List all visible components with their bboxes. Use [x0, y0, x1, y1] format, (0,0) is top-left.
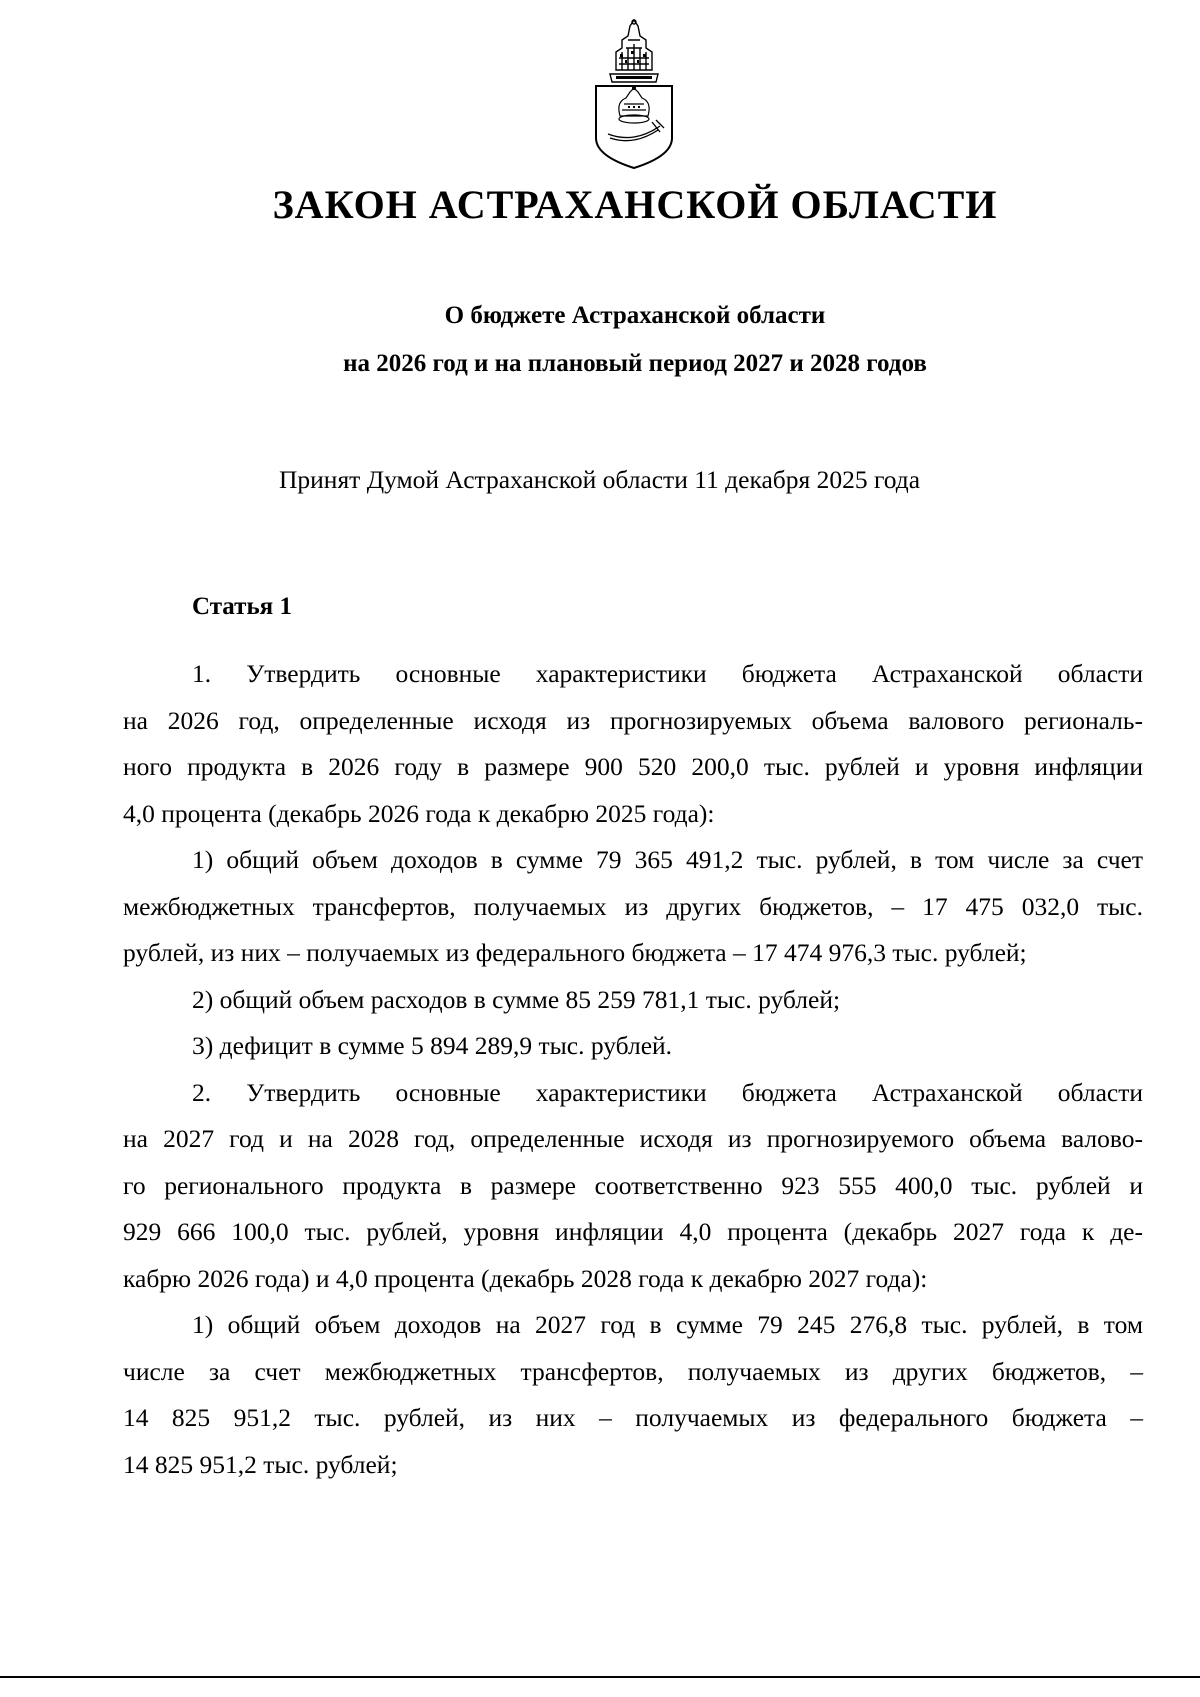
- subtitle-line-2: на 2026 год и на плановый период 2027 и 2028 годов: [343, 350, 927, 377]
- law-title: ЗАКОН АСТРАХАНСКОЙ ОБЛАСТИ: [272, 182, 998, 227]
- text-line: 1) общий объем доходов в сумме 79 365 491,2 тыс. рублей, в том числе за счет: [192, 845, 1143, 874]
- text-line: 3) дефицит в сумме 5 894 289,9 тыс. рублей.: [192, 1031, 673, 1060]
- subtitle-line-1: О бюджете Астраханской области: [444, 302, 826, 329]
- text-line: ного продукта в 2026 году в размере 900 520 200,0 тыс. рублей и уровня инфляции: [123, 752, 1143, 781]
- text-line: рублей, из них – получаемых из федерального бюджета – 17 474 976,3 тыс. рублей;: [123, 938, 1027, 967]
- text-line: 14 825 951,2 тыс. рублей;: [123, 1449, 398, 1479]
- text-line: 1. Утвердить основные характеристики бюджета Астраханской области: [192, 659, 1143, 688]
- page-bottom-rule: [0, 1676, 1200, 1678]
- text-line: на 2026 год, определенные исходя из прогнозируемых объема валового региональ-: [123, 705, 1143, 735]
- text-line: 929 666 100,0 тыс. рублей, уровня инфляции 4,0 процента (декабрь 2027 года к де-: [123, 1217, 1143, 1246]
- text-line: 2. Утвердить основные характеристики бюджета Астраханской области: [192, 1077, 1143, 1107]
- adoption-note: Принят Думой Астраханской области 11 декабря 2025 года: [279, 465, 921, 494]
- article-heading: Статья 1: [192, 593, 292, 620]
- text-line: кабрю 2026 года) и 4,0 процента (декабрь 2028 года к декабрю 2027 года):: [123, 1263, 928, 1293]
- text-line: числе за счет межбюджетных трансфертов, получаемых из других бюджетов, –: [123, 1356, 1143, 1386]
- article-body: [123, 651, 1143, 1488]
- law-subtitle: [0, 292, 1200, 388]
- text-line: 4,0 процента (декабрь 2026 года к декабрю 2025 года):: [123, 798, 715, 828]
- text-line: на 2027 год и на 2028 год, определенные исходя из прогнозируемого объема валово-: [123, 1124, 1143, 1153]
- text-line: 14 825 951,2 тыс. рублей, из них – получаемых из федерального бюджета –: [123, 1403, 1143, 1432]
- text-line: го регионального продукта в размере соответственно 923 555 400,0 тыс. рублей и: [123, 1170, 1143, 1200]
- coat-of-arms-icon: [586, 18, 682, 170]
- text-line: межбюджетных трансфертов, получаемых из других бюджетов, – 17 475 032,0 тыс.: [123, 891, 1143, 921]
- text-line: 1) общий объем доходов на 2027 год в сумме 79 245 276,8 тыс. рублей, в том: [192, 1310, 1143, 1339]
- text-line: 2) общий объем расходов в сумме 85 259 781,1 тыс. рублей;: [192, 984, 841, 1014]
